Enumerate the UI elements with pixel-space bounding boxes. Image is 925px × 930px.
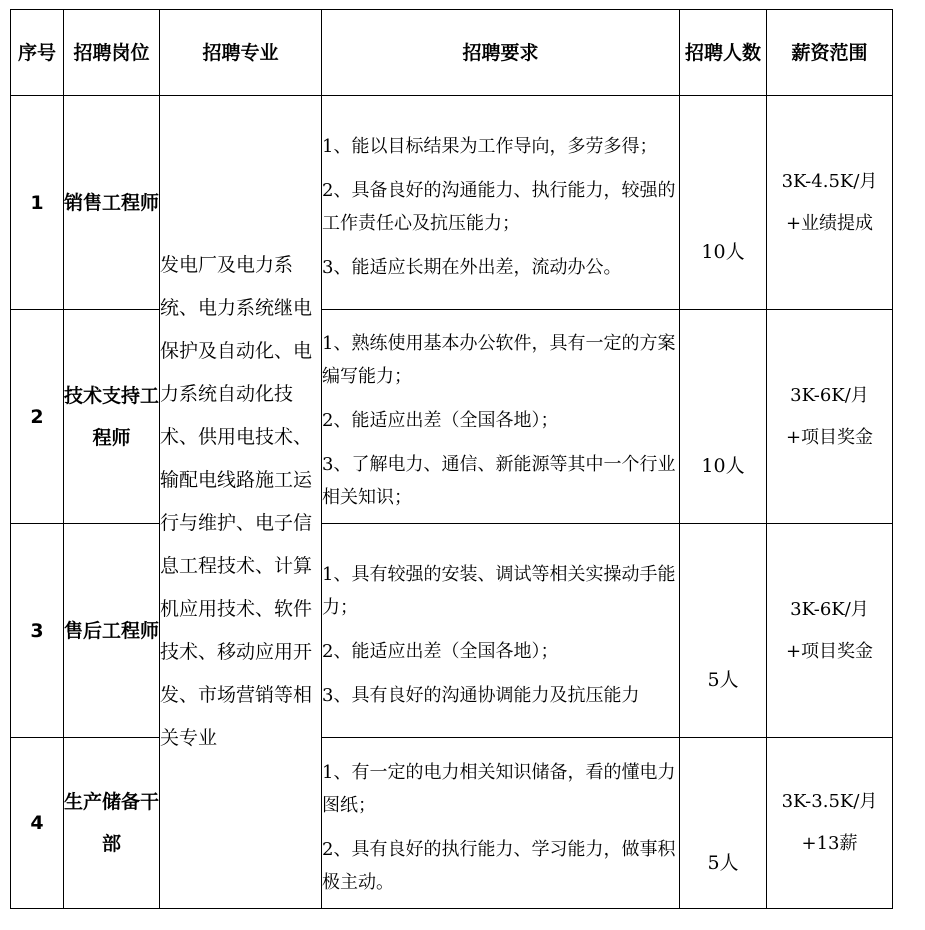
row-count (680, 310, 767, 524)
row-requirements (322, 310, 680, 524)
row-index: 2 (11, 310, 64, 524)
requirement-item: 2、具有良好的执行能力、学习能力，做事积极主动。 (322, 838, 676, 893)
requirement-item: 1、熟练使用基本办公软件，具有一定的方案编写能力； (322, 333, 676, 387)
requirement-item: 3、了解电力、通信、新能源等其中一个行业相关知识； (322, 454, 676, 508)
requirement-item: 2、能适应出差（全国各地）； (322, 640, 559, 662)
salary-range: 3K-6K/月 (790, 598, 869, 620)
salary-range: 3K-3.5K/月 (781, 791, 878, 812)
requirement-item: 3、能适应长期在外出差，流动办公。 (322, 256, 622, 278)
row-count (680, 96, 767, 310)
requirement-item: 3、具有良好的沟通协调能力及抗压能力 (322, 684, 640, 706)
table-row (11, 96, 893, 310)
row-count (680, 738, 767, 909)
row-requirements (322, 524, 680, 738)
salary-bonus: +项目奖金 (785, 640, 874, 662)
row-position: 销售工程师 (64, 96, 160, 310)
count-value: 10人 (701, 455, 745, 477)
salary-range: 3K-6K/月 (790, 384, 869, 406)
row-index: 3 (11, 524, 64, 738)
salary-range: 3K-4.5K/月 (781, 170, 878, 192)
row-index: 4 (11, 738, 64, 909)
row-count (680, 524, 767, 738)
header-salary: 薪资范围 (767, 10, 893, 96)
table-row (11, 524, 893, 738)
salary-bonus: +项目奖金 (785, 426, 874, 448)
header-count: 招聘人数 (680, 10, 767, 96)
row-salary (767, 310, 893, 524)
row-salary (767, 96, 893, 310)
header-index: 序号 (11, 10, 64, 96)
count-value: 5人 (707, 851, 739, 874)
count-value: 5人 (707, 669, 739, 691)
row-salary (767, 738, 893, 909)
requirement-item: 1、有一定的电力相关知识储备，看的懂电力图纸； (322, 761, 676, 816)
row-position: 技术支持工程师 (64, 310, 160, 524)
requirement-item: 2、能适应出差（全国各地）； (322, 410, 559, 431)
row-index: 1 (11, 96, 64, 310)
requirement-item: 1、具有较强的安装、调试等相关实操动手能力； (322, 563, 676, 618)
major-cell (160, 96, 322, 909)
header-position: 招聘岗位 (64, 10, 160, 96)
requirement-item: 2、具备良好的沟通能力、执行能力，较强的工作责任心及抗压能力； (322, 179, 676, 234)
table-header-row (11, 10, 893, 96)
requirement-item: 1、能以目标结果为工作导向，多劳多得； (322, 135, 658, 157)
row-requirements (322, 738, 680, 909)
row-position: 售后工程师 (64, 524, 160, 738)
major-text: 发电厂及电力系统、电力系统继电保护及自动化、电力系统自动化技术、供用电技术、输配电线路施工运行与维护、电子信息工程技术、计算机应用技术、软件技术、移动应用开发、市场营销等相关专业 (160, 254, 313, 749)
header-major: 招聘专业 (160, 10, 322, 96)
salary-bonus: +13薪 (801, 833, 858, 854)
table-row (11, 738, 893, 909)
salary-bonus: +业绩提成 (785, 212, 874, 234)
row-salary (767, 524, 893, 738)
table-row (11, 310, 893, 524)
count-value: 10人 (701, 241, 745, 263)
header-requirements: 招聘要求 (322, 10, 680, 96)
recruitment-table (10, 9, 893, 909)
row-position: 生产储备干部 (64, 738, 160, 909)
row-requirements (322, 96, 680, 310)
